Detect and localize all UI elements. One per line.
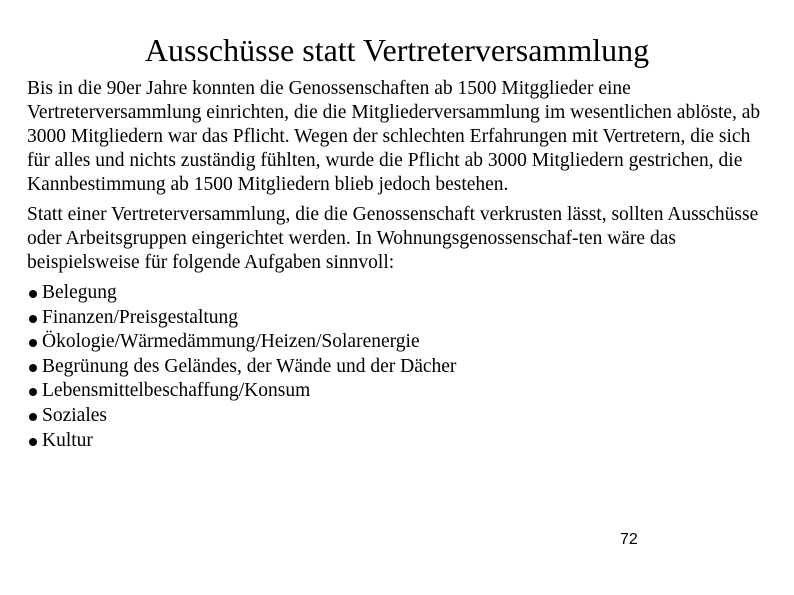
bullet-icon	[29, 438, 37, 446]
list-item	[27, 404, 767, 429]
list-item-label: Lebensmittelbeschaffung/Konsum	[42, 380, 311, 402]
list-item-label: Begrünung des Geländes, der Wände und der Dächer	[42, 355, 457, 377]
slide-body	[27, 77, 767, 453]
bullet-icon	[29, 290, 37, 298]
bullet-icon	[29, 388, 37, 396]
task-list	[27, 281, 767, 453]
list-item-label: Belegung	[42, 282, 117, 303]
list-item	[27, 379, 767, 404]
list-item	[27, 306, 767, 331]
paragraph-2: Statt einer Vertreterversammlung, die die Genossenschaft verkrusten lässt, sollten Ausschüsse oder Arbeitsgruppen eingerichtet werden. In Wohnungsgenossenschaf-ten wäre das beispielsweise für folgende Aufgaben sinnvoll:	[27, 204, 759, 273]
paragraph-1: Bis in die 90er Jahre konnten die Genossenschaften ab 1500 Mitgglieder eine Vertreterversammlung einrichten, die die Mitgliederversammlung im wesentlichen ablöste, ab 3000 Mitgliedern war das Pflicht. Wegen der schlechten Erfahrungen mit Vertretern, die sich für alles und nichts zuständig fühlten, wurde die Pflicht ab 3000 Mitgliedern gestrichen, die Kannbestimmung ab 1500 Mitgliedern blieb jedoch bestehen.	[27, 78, 761, 195]
bullet-icon	[29, 413, 37, 421]
list-item-label: Soziales	[42, 404, 107, 426]
bullet-icon	[29, 339, 37, 347]
list-item-label: Finanzen/Preisgestaltung	[42, 306, 239, 328]
page-number: 72	[620, 531, 638, 548]
list-item	[27, 330, 767, 355]
list-item-label: Ökologie/Wärmedämmung/Heizen/Solarenergie	[42, 331, 420, 353]
slide-title: Ausschüsse statt Vertreterversammlung	[144, 32, 650, 68]
list-item	[27, 281, 767, 306]
bullet-icon	[29, 364, 37, 372]
list-item	[27, 429, 767, 454]
list-item-label: Kultur	[42, 429, 93, 451]
bullet-icon	[29, 315, 37, 323]
list-item	[27, 355, 767, 380]
